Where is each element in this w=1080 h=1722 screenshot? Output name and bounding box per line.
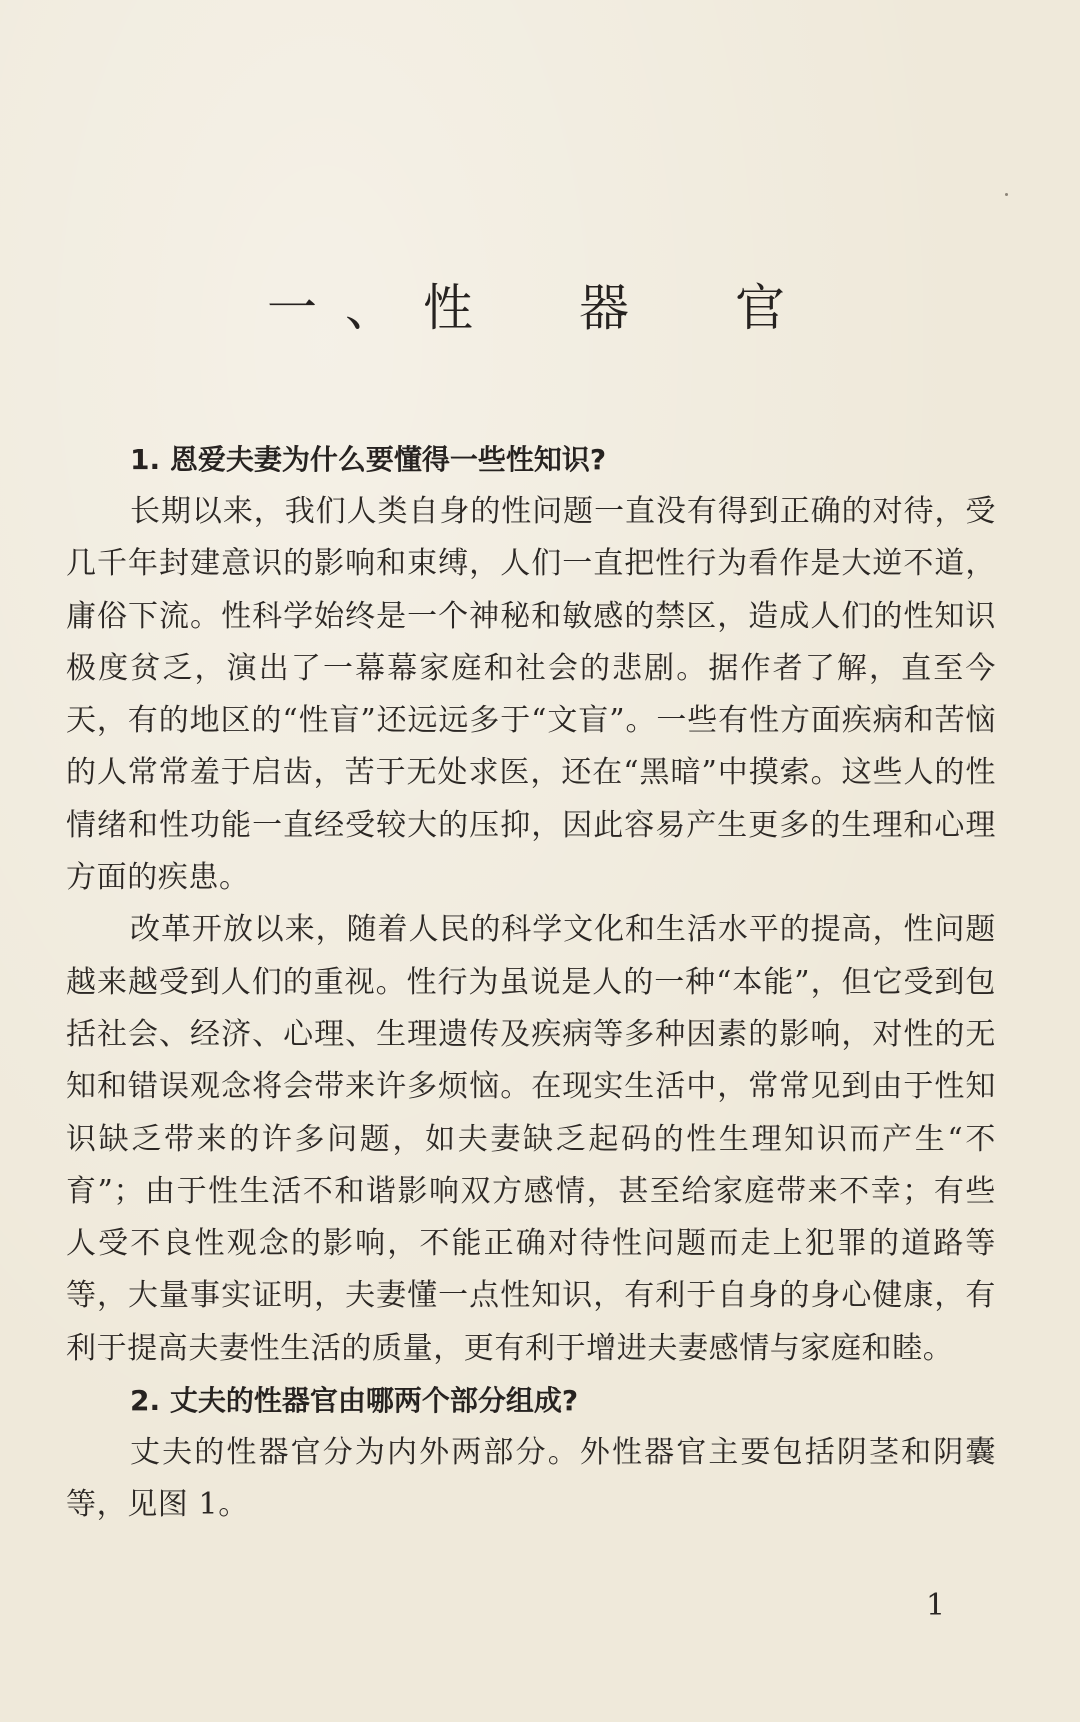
section-1-paragraph-1: 长期以来，我们人类自身的性问题一直没有得到正确的对待，受几千年封建意识的影响和束缚，人们一直把性行为看作是大逆不道，庸俗下流。性科学始终是一个神秘和敏感的禁区，造成人们的性知识极度贫乏，演出了一幕幕家庭和社会的悲剧。据作者了解，直至今天，有的地区的“性盲”还远远多于“文盲”。一些有性方面疾病和苦恼的人常常羞于启齿，苦于无处求医，还在“黑暗”中摸索。这些人的性情绪和性功能一直经受较大的压抑，因此容易产生更多的生理和心理方面的疾患。: [66, 494, 996, 896]
page-content: [66, 430, 996, 1532]
section-2-question: 2. 丈夫的性器官由哪两个部分组成?: [130, 1384, 579, 1418]
section-1-question: 1. 恩爱夫妻为什么要懂得一些性知识?: [130, 443, 607, 476]
page-number: 1: [926, 1588, 946, 1623]
section-2-paragraph-1: 丈夫的性器官分为内外两部分。外性器官主要包括阴茎和阴囊等，见图 1。: [66, 1435, 996, 1523]
paper-speck: [1005, 193, 1008, 196]
section-1-paragraph-2: 改革开放以来，随着人民的科学文化和生活水平的提高，性问题越来越受到人们的重视。性行为虽说是人的一种“本能”，但它受到包括社会、经济、心理、生理遗传及疾病等多种因素的影响，对性的无知和错误观念将会带来许多烦恼。在现实生活中，常常见到由于性知识缺乏带来的许多问题，如夫妻缺乏起码的性生理知识而产生“不育”；由于性生活不和谐影响双方感情，甚至给家庭带来不幸；有些人受不良性观念的影响，不能正确对待性问题而走上犯罪的道路等等，大量事实证明，夫妻懂一点性知识，有利于自身的身心健康，有利于提高夫妻性生活的质量，更有利于增进夫妻感情与家庭和睦。: [66, 912, 996, 1366]
chapter-title: 一、性 器 官: [267, 279, 813, 337]
